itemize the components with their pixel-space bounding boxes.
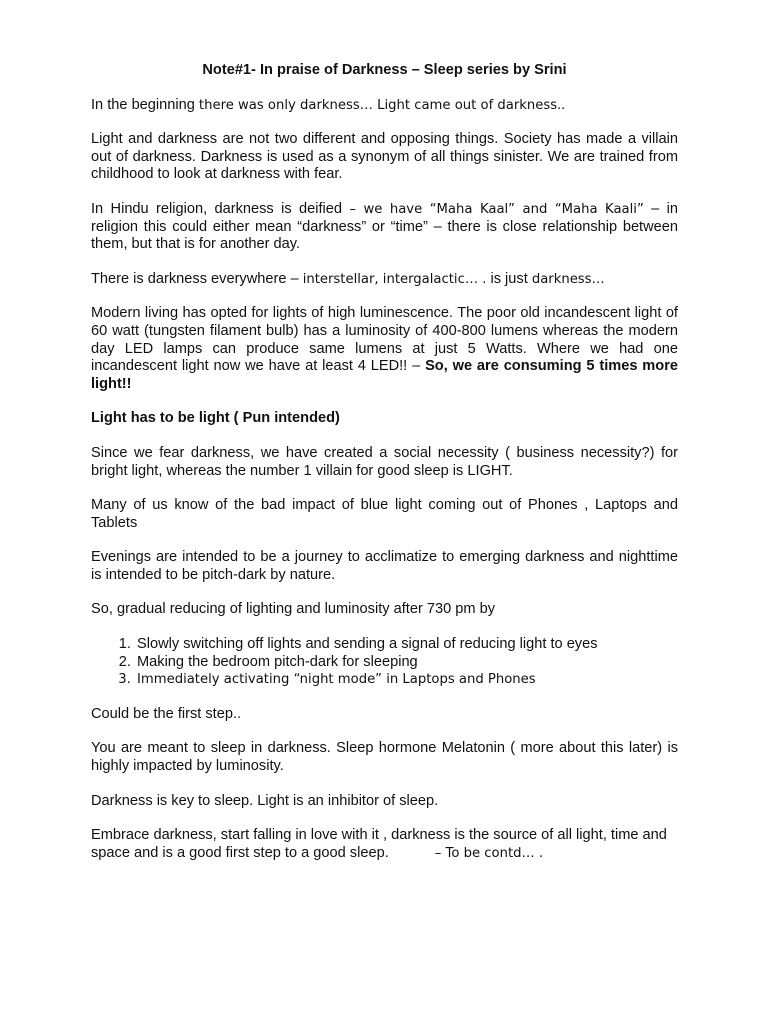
paragraph-first-step: Could be the first step.. <box>91 705 242 722</box>
paragraph-evenings: Evenings are intended to be a journey to acclimatize to emerging darkness and nighttime is intended to be pitch-dark by nature. <box>91 549 678 583</box>
document-title: Note#1- In praise of Darkness – Sleep series by Srini <box>202 62 567 78</box>
paragraph-fear-darkness: Since we fear darkness, we have created a social necessity ( business necessity?) for bright light, whereas the number 1 villain for good sleep is LIGHT. <box>91 444 678 479</box>
paragraph-beginning-part-1: In the beginning <box>91 96 199 113</box>
steps-list <box>91 636 678 689</box>
list-item: 3. Immediately activating “night mode” in Laptops and Phones <box>135 671 678 689</box>
paragraph-everywhere-part-2: interstellar, intergalactic… . <box>302 271 487 287</box>
list-item: 2. Making the bedroom pitch-dark for sleeping <box>135 654 678 672</box>
to-be-continued-note: – To be contd… . <box>434 845 544 861</box>
paragraph-embrace-darkness <box>91 827 678 862</box>
paragraph-hindu-religion <box>91 201 678 254</box>
paragraph-hindu-part-2: – we have “Maha Kaal” and “Maha Kaali” <box>349 201 644 217</box>
paragraph-modern-living <box>91 305 678 393</box>
paragraph-modern-part-1: Modern living has opted for lights of high luminescence. The poor old incandescent light of 60 watt (tungsten filament bulb) has a luminosity of 400-800 lumens whereas the modern day LED lamps can produce same lumens at just 5 Watts. Where we had one incandescent light now we have at least 4 LED!! – <box>91 305 678 375</box>
paragraph-key-to-sleep: Darkness is key to sleep. Light is an inhibitor of sleep. <box>91 792 439 809</box>
document-page <box>91 62 678 879</box>
paragraph-blue-light: Many of us know of the bad impact of blue light coming out of Phones , Laptops and Tablets <box>91 497 678 531</box>
paragraph-everywhere-part-3: is just <box>486 270 532 287</box>
paragraph-modern-bold-conclusion: So, we are consuming 5 times more light!! <box>91 358 678 392</box>
list-item: 1. Slowly switching off lights and sending a signal of reducing light to eyes <box>135 636 678 654</box>
paragraph-beginning-part-2: there was only darkness… Light came out of darkness <box>198 97 558 113</box>
paragraph-hindu-part-1: In Hindu religion, darkness is deified <box>91 200 350 217</box>
section-heading: Light has to be light ( Pun intended) <box>91 410 340 427</box>
paragraph-everywhere-part-4: darkness… <box>531 271 605 287</box>
paragraph-beginning <box>91 97 678 115</box>
paragraph-darkness-everywhere <box>91 271 678 289</box>
paragraph-melatonin: You are meant to sleep in darkness. Sleep hormone Melatonin ( more about this later) is highly impacted by luminosity. <box>91 740 678 775</box>
paragraph-embrace-text: Embrace darkness, start falling in love with it , darkness is the source of all light, time and space and is a good first step to a good sleep. <box>91 827 667 861</box>
paragraph-beginning-part-3: .. <box>557 96 566 113</box>
paragraph-light-and-darkness: Light and darkness are not two different and opposing things. Society has made a villain out of darkness. Darkness is used as a synonym of all things sinister. We are trained from childhood to look at darkness with fear. <box>91 131 678 183</box>
paragraph-gradual-reducing: So, gradual reducing of lighting and luminosity after 730 pm by <box>91 601 496 618</box>
paragraph-hindu-part-3: – in religion this could either mean “darkness” or “time” – there is close relationship between them, but that is for another day. <box>91 200 678 253</box>
paragraph-everywhere-part-1: There is darkness everywhere – <box>91 270 303 287</box>
